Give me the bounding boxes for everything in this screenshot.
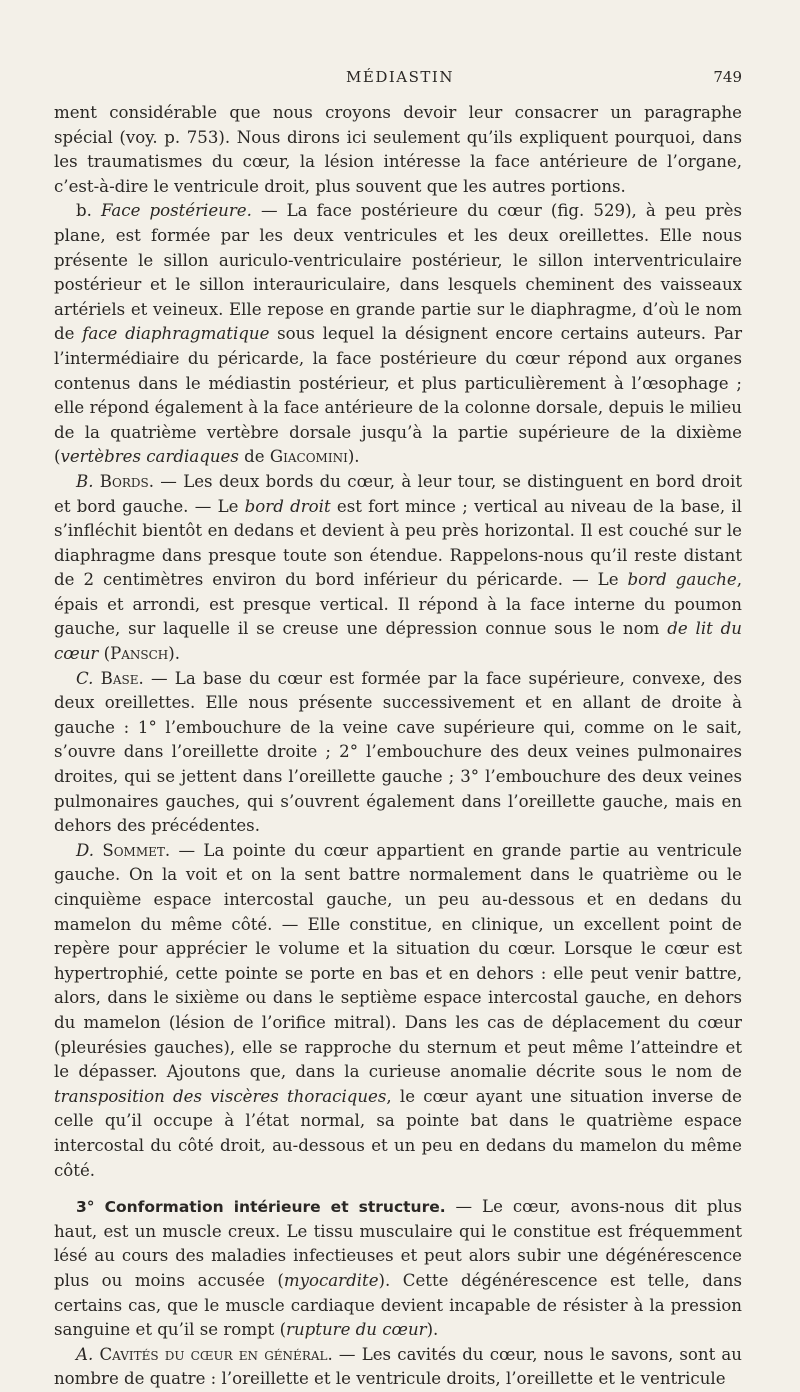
body-text — [54, 101, 742, 1392]
paragraph-sommet: D. Sommet. — La pointe du cœur appartient en grande partie au ventricule gauche. On la voit et on la sent battre normalement dans le quatrième ou le cinquième espace intercostal gauche, un peu au-dessous et en dedans du mamelon du même côté. — Elle constitue, en clinique, un excellent point de repère pour apprécier le volume et la situation du cœur. Lorsque le cœur est hypertrophié, cette pointe se porte en bas et en dehors : elle peut venir battre, alors, dans le sixième ou dans le septième espace intercostal gauche, en dehors du mamelon (lésion de l’orifice mitral). Dans les cas de déplacement du cœur (pleurésies gauches), elle se rapproche du sternum et peut même l’atteindre et le dépasser. Ajoutons que, dans la curieuse anomalie décrite sous le nom de transposition des viscères thoraciques, le cœur ayant une situation inverse de celle qu’il occupe à l’état normal, sa pointe bat dans le quatrième espace intercostal du côté droit, au-dessous et un peu en dedans du mamelon du même côté. — [54, 840, 743, 1180]
italic-term: rupture du cœur — [286, 1320, 427, 1340]
paragraph-bords: B. Bords. — Les deux bords du cœur, à leur tour, se distinguent en bord droit et bord gauche. — Le bord droit est fort mince ; vertical au niveau de la base, il s’infléchit bientôt en dedans et devient à peu près horizontal. Il est couché sur le diaphragme dans presque toute son étendue. Rappelons-nous qu’il reste distant de 2 centimètres environ du bord inférieur du péricarde. — Le bord gauche, épais et arrondi, est presque vertical. Il répond à la face interne du poumon gauche, sur laquelle il se creuse une dépression connue sous le nom de lit du cœur (Pansch). — [54, 471, 742, 664]
paragraph-face-posterieure: b. Face postérieure. — La face postérieure du cœur (fig. 529), à peu près plane, est formée par les deux ventricules et les deux oreillettes. Elle nous présente le sillon auriculo-ventriculaire postérieur, le sillon interventriculaire postérieur et le sillon interauriculaire, dans lesquels cheminent des vaisseaux artériels et veineux. Elle repose en grande partie sur le diaphragme, d’où le nom de face diaphragmatique sous lequel la désignent encore certains auteurs. Par l’intermédiaire du péricarde, la face postérieure du cœur répond aux organes contenus dans le médiastin postérieur, et plus particulièrement à l’œsophage ; elle répond également à la face antérieure de la colonne dorsale, depuis le milieu de la quatrième vertèbre dorsale jusqu’à la partie supérieure de la dixième (vertèbres cardiaques de Giacomini). — [54, 201, 743, 467]
author-name: Pansch — [110, 644, 169, 664]
author-name: Giacomini — [269, 447, 348, 467]
section-label: C. — [76, 668, 94, 688]
section-label: b. — [76, 201, 92, 221]
italic-term: myocardite — [283, 1270, 379, 1290]
page-header — [0, 68, 800, 90]
section-label: D. — [76, 840, 94, 860]
section-title: Cavités du cœur en général — [99, 1344, 328, 1364]
section-title: Sommet — [102, 840, 165, 860]
section-title: Bords — [99, 471, 149, 491]
italic-term: face diaphragmatique — [82, 324, 270, 344]
section-label: A. — [76, 1344, 94, 1364]
paragraph-intro: ment considérable que nous croyons devoir leur consacrer un paragraphe spécial (voy. p. 753). Nous dirons ici seulement qu’ils expliquent pourquoi, dans les traumatismes du cœur, la lésion intéresse la face antérieure de l’organe, c’est-à-dire le ventricule droit, plus souvent que les autres portions. — [54, 103, 742, 196]
section-title: Base — [100, 668, 139, 688]
italic-term: bord gauche — [627, 570, 737, 590]
italic-term: de lit du cœur — [54, 619, 742, 664]
section-label: B. — [76, 471, 94, 491]
paragraph-cavites: A. Cavités du cœur en général. — Les cavités du cœur, nous le savons, sont au nombre de quatre : l’oreillette et le ventricule droits, l’oreillette et le ventricule — [54, 1344, 742, 1389]
section-title: Face postérieure. — [101, 201, 252, 221]
section-heading: 3° Conformation intérieure et structure. — [76, 1198, 446, 1217]
paragraph-conformation: 3° Conformation intérieure et structure. — Le cœur, avons-nous dit plus haut, est un muscle creux. Le tissu musculaire qui le constitue est fréquemment lésé au cours des maladies infectieuses et peut alors subir une dégénérescence plus ou moins accusée (myocardite). Cette dégénérescence est telle, dans certains cas, que le muscle cardiaque devient incapable de résister à la pression sanguine et qu’il se rompt (rupture du cœur). — [54, 1197, 743, 1340]
italic-term: vertèbres cardiaques — [60, 447, 239, 467]
paragraph-base: C. Base. — La base du cœur est formée par la face supérieure, convexe, des deux oreillettes. Elle nous présente successivement et en allant de droite à gauche : 1° l’embouchure de la veine cave supérieure qui, comme on le sait, s’ouvre dans l’oreillette droite ; 2° l’embouchure des deux veines pulmonaires droites, qui se jettent dans l’oreillette gauche ; 3° l’embouchure des deux veines pulmonaires gauches, qui s’ouvrent également dans l’oreillette gauche, mais en dehors des précédentes. — [54, 668, 742, 836]
running-title: MÉDIASTIN — [346, 68, 454, 86]
italic-term: transposition des viscères thoraciques — [54, 1086, 387, 1106]
page-number: 749 — [713, 68, 742, 86]
italic-term: bord droit — [244, 496, 331, 516]
